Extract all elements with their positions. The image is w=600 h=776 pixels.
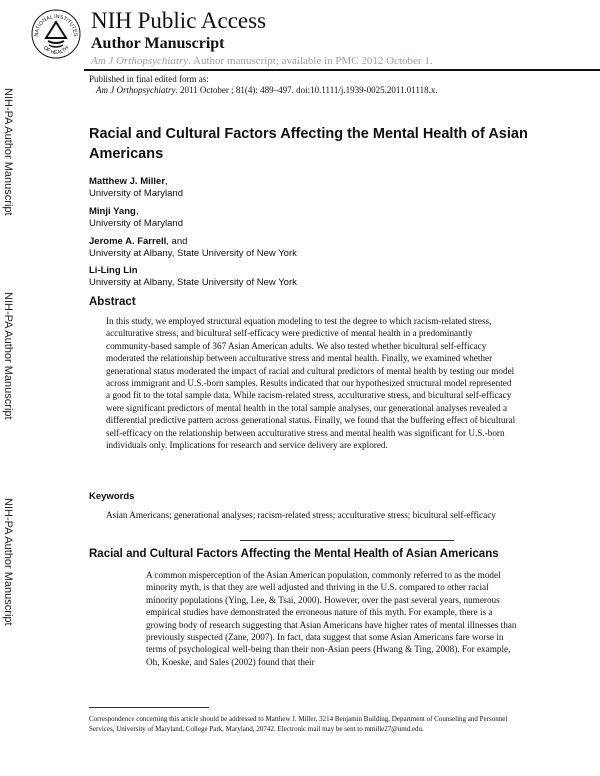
author-affiliation: University at Albany, State University of New York <box>89 277 297 288</box>
published-label: Published in final edited form as: <box>89 74 209 84</box>
author-name: Minji Yang <box>89 206 136 217</box>
repository-title: NIH Public Access <box>91 8 267 33</box>
correspondence-footnote: Correspondence concerning this article should be addressed to Matthew J. Miller, 3214 Benjamin Building, Department of Counseling and Personnel Services, University of Maryland, College Park, Maryland, 20742. Electronic mail may be sent to mmille27@umd.edu. <box>89 715 508 733</box>
section-heading: Racial and Cultural Factors Affecting the Mental Health of Asian Americans <box>89 548 499 560</box>
svg-text:NATIONAL INSTITUTES <box>34 14 78 37</box>
author-block: Minji Yang, University of Maryland <box>89 206 183 229</box>
author-affiliation: University of Maryland <box>89 218 183 229</box>
author-name: Jerome A. Farrell <box>89 236 167 247</box>
author-block: Matthew J. Miller, University of Maryland <box>89 176 183 199</box>
keywords-heading: Keywords <box>89 491 135 502</box>
citation-line <box>96 85 438 96</box>
citation-journal: Am J Orthopsychiatry <box>96 85 176 95</box>
journal-abbrev: Am J Orthopsychiatry <box>91 55 189 67</box>
nih-logo <box>30 8 82 60</box>
section-divider <box>240 540 454 541</box>
section-body-text: A common misperception of the Asian American population, commonly referred to as the model minority myth, is that they are well adjusted and thriving in the U.S. compared to other racial minority populations (Ying, Lee, & Tsai, 2000). However, over the past several years, numerous empirical studies have demonstrated the erroneous nature of this myth. For example, there is a growing body of research suggesting that Asian Americans have higher rates of mental illnesses than previously suspected (Zane, 2007). In fact, data suggest that some Asian Americans fare worse in terms of psychological well-being than their non-Asian peers (Hwang & Ting, 2008). For example, Oh, Koeske, and Sales (2002) found that their <box>146 570 517 667</box>
availability-note: . Author manuscript; available in PMC 2012 October 1. <box>188 55 433 67</box>
article-title: Racial and Cultural Factors Affecting the Mental Health of Asian Americans <box>89 126 528 162</box>
side-label-bottom: NIH-PA Author Manuscript <box>2 498 14 626</box>
keywords-text: Asian Americans; generational analyses; racism-related stress; acculturative stress; bicultural self-efficacy <box>106 510 496 520</box>
abstract-heading: Abstract <box>89 296 136 308</box>
author-affiliation: University at Albany, State University of New York <box>89 248 297 259</box>
author-block: Jerome A. Farrell, and University at Albany, State University of New York <box>89 236 297 259</box>
abstract-text: In this study, we employed structural equation modeling to test the degree to which racism-related stress, acculturative stress, and bicultural self-efficacy were predictive of mental health in a predominantly community-based sample of 367 Asian American adults. We also tested whether bicultural self-efficacy moderated the relationship between acculturative stress and mental health. Finally, we examined whether generational status moderated the impact of racial and cultural predictors of mental health by testing our model across immigrant and U.S.-born samples. Results indicated that our hypothesized structural model represented a good fit to the total sample data. While racism-related stress, acculturative stress, and bicultural self-efficacy were significant predictors of mental health in the total sample analyses, our generational analyses revealed a differential predictive pattern across generational status. Finally, we found that the buffering effect of bicultural self-efficacy on the relationship between acculturative stress and mental health was significant for U.S.-born individuals only. Implications for research and service delivery are explored. <box>106 316 516 451</box>
side-label-middle: NIH-PA Author Manuscript <box>2 292 14 420</box>
side-label-top: NIH-PA Author Manuscript <box>2 88 14 216</box>
citation-details: . 2011 October ; 81(4): 489–497. doi:10.1111/j.1939-0025.2011.01118.x. <box>175 85 438 95</box>
footnote-divider <box>89 707 209 708</box>
header-divider <box>84 69 600 71</box>
author-name: Li-Ling Lin <box>89 265 138 276</box>
author-name: Matthew J. Miller <box>89 176 166 187</box>
author-affiliation: University of Maryland <box>89 188 183 199</box>
manuscript-type: Author Manuscript <box>91 35 225 52</box>
journal-availability <box>91 55 433 68</box>
logo-text-bottom: OF HEALTH <box>41 45 71 57</box>
author-block <box>89 265 297 289</box>
nih-seal-icon <box>30 8 82 60</box>
logo-text-top: NATIONAL INSTITUTES <box>33 13 79 37</box>
